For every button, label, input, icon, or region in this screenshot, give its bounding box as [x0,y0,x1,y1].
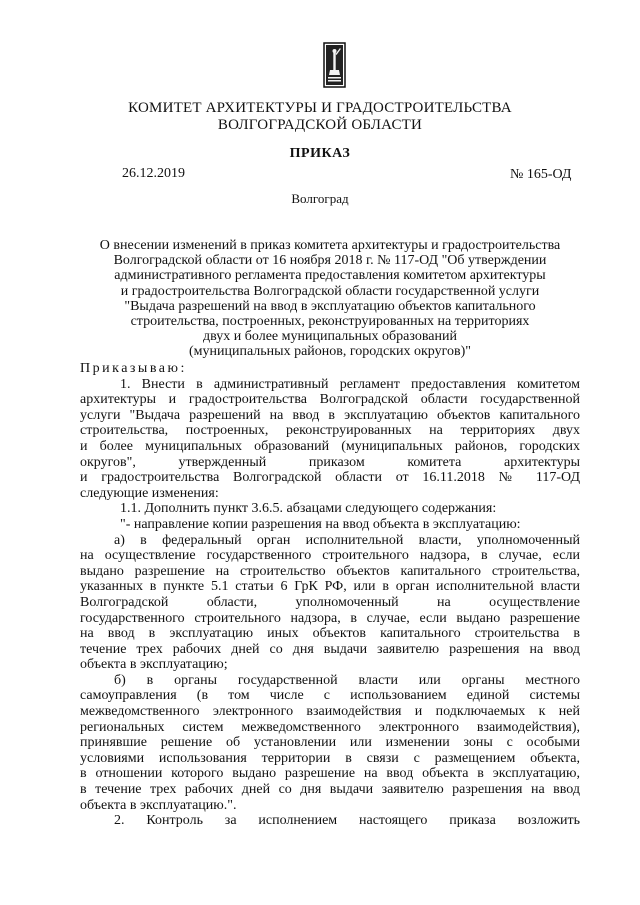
coat-of-arms-icon [323,42,346,88]
body-line: строительства, построенных, реконструированных на территориях двух [80,423,580,439]
body-line: 1.1. Дополнить пункт 3.6.5. абзацами следующего содержания: [120,501,497,517]
title-line: двух и более муниципальных образований [203,329,457,345]
body-line: в течение трех рабочих дней со дня выдачи заявителю разрешения на ввод [80,782,580,798]
body-line: следующие изменения: [80,485,219,501]
body-line: указанных в пункте 5.1 статьи 6 ГрК РФ, или в орган исполнительной власти [80,579,580,595]
body-line: б) в органы государственной власти или органы местного [114,672,580,688]
title-line: "Выдача разрешений на ввод в эксплуатацию объектов капитального [124,298,536,314]
body-line: принявшие решение об установлении или изменении зоны с особыми [80,735,580,751]
title-line: (муниципальных районов, городских округов)" [188,344,472,360]
body-line: на ввод в эксплуатацию иных объектов капитального строительства в [80,626,580,642]
body-line: услуги "Выдача разрешений на ввод в эксплуатацию объектов капитального [80,407,580,423]
body-line: объекта в эксплуатацию; [80,657,228,673]
body-line: и градостроительства Волгоградской области от 16.11.2018 № 117-ОД [80,470,580,486]
body-line: и более муниципальных образований (муниципальных районов, городских [80,438,580,454]
body-line: "- направление копии разрешения на ввод объекта в эксплуатацию: [120,516,521,532]
agency-name-line-2: ВОЛГОГРАДСКОЙ ОБЛАСТИ [217,117,423,133]
title-line: О внесении изменений в приказ комитета архитектуры и градостроительства [99,238,561,253]
body-line: Волгоградской области, уполномоченный на осуществление [80,594,580,610]
body-line: 1. Внести в административный регламент предоставления комитетом [120,376,580,392]
body-line: региональных систем межведомственного электронного взаимодействия), [80,719,580,735]
body-line: самоуправления (в том числе с использованием единой системы [80,688,580,704]
body-line: выдано разрешение на строительство объектов капитального строительства, [80,563,580,579]
title-line: и градостроительства Волгоградской области государственной услуги [120,283,540,299]
order-directive: Приказываю: [80,361,187,376]
document-number: № 165-ОД [510,167,572,182]
title-line: строительства, построенных, реконструированных на территориях [130,314,530,330]
title-line: административного регламента предоставления комитетом архитектуры [114,268,546,284]
document-date: 26.12.2019 [122,166,185,181]
body-line: объекта в эксплуатацию.". [80,797,237,813]
body-line: а) в федеральный орган исполнительной власти, уполномоченный [114,532,580,548]
order-body [80,361,580,829]
body-line: 2. Контроль за исполнением настоящего приказа возложить [114,813,580,829]
body-line: условиями использования территории в связи с размещением объекта, [80,750,580,766]
agency-name-line-1: КОМИТЕТ АРХИТЕКТУРЫ И ГРАДОСТРОИТЕЛЬСТВА [128,100,512,116]
document-city: Волгоград [291,191,349,206]
document-type: ПРИКАЗ [289,146,351,161]
order-title [80,238,580,360]
body-line: архитектуры и градостроительства Волгоградской области государственной [80,392,580,408]
body-line: течение трех рабочих дней со дня выдачи заявителю разрешения на ввод [80,641,580,657]
body-line: на осуществление государственного строительного надзора, в случае, если [80,548,580,564]
body-line: в отношении которого выдано разрешение на ввод объекта в эксплуатацию, [80,766,580,782]
body-line: государственного строительного надзора, в случае, если выдано разрешение [80,610,580,626]
title-line: Волгоградской области от 16 ноября 2018 г. № 117-ОД "Об утверждении [113,253,547,269]
body-line: межведомственного электронного взаимодействия и подключаемых к ней [80,704,580,720]
body-line: округов", утвержденный приказом комитета архитектуры [80,454,580,470]
